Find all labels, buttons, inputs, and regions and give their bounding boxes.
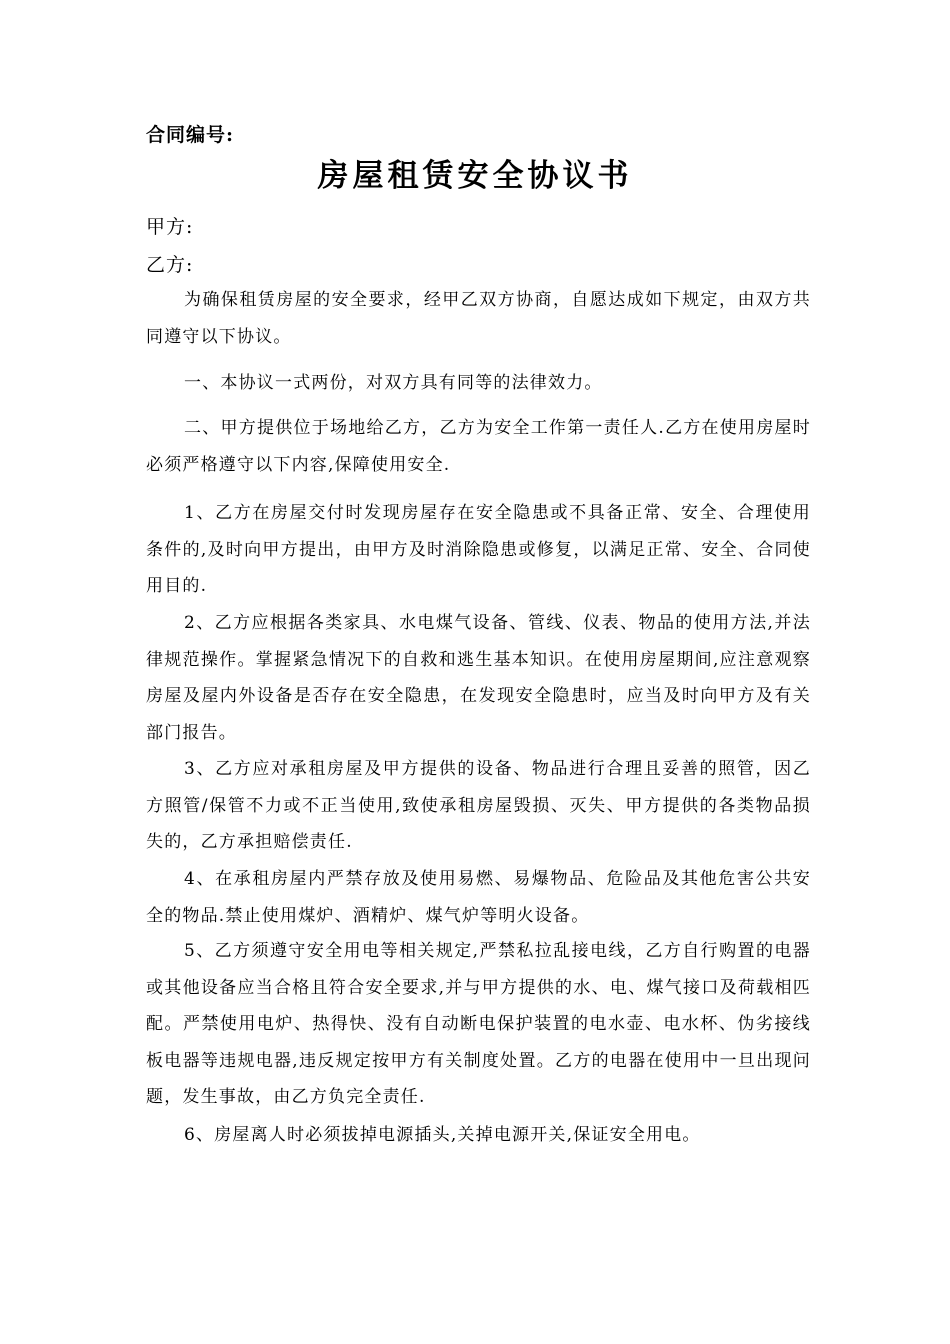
- item-5-paragraph: 5、乙方须遵守安全用电等相关规定,严禁私拉乱接电线，乙方自行购置的电器或其他设备应当合格且符合安全要求,并与甲方提供的水、电、煤气接口及荷载相匹配。严禁使用电炉、热得快、没有自动断电保护装置的电水壶、电水杯、伪劣接线板电器等违规电器,违反规定按甲方有关制度处置。乙方的电器在使用中一旦出现问题，发生事故，由乙方负完全责任.: [146, 941, 811, 1107]
- party-b-label: 乙方:: [146, 254, 194, 276]
- intro-paragraph: 为确保租赁房屋的安全要求，经甲乙双方协商，自愿达成如下规定，由双方共同遵守以下协议。: [146, 290, 811, 347]
- party-a-label: 甲方:: [146, 216, 194, 238]
- contract-number-label: 合同编号:: [146, 124, 235, 146]
- document-title: 房屋租赁安全协议书: [317, 158, 633, 194]
- clause-1-paragraph: 一、本协议一式两份，对双方具有同等的法律效力。: [184, 373, 603, 393]
- item-6-paragraph: 6、房屋离人时必须拔掉电源插头,关掉电源开关,保证安全用电。: [184, 1125, 701, 1145]
- item-4-paragraph: 4、在承租房屋内严禁存放及使用易燃、易爆物品、危险品及其他危害公共安全的物品.禁止使用煤炉、酒精炉、煤气炉等明火设备。: [146, 869, 811, 926]
- clause-2-paragraph: 二、甲方提供位于场地给乙方，乙方为安全工作第一责任人.乙方在使用房屋时必须严格遵守以下内容,保障使用安全.: [146, 418, 811, 475]
- item-3-paragraph: 3、乙方应对承租房屋及甲方提供的设备、物品进行合理且妥善的照管，因乙方照管/保管不力或不正当使用,致使承租房屋毁损、灭失、甲方提供的各类物品损失的，乙方承担赔偿责任.: [146, 759, 811, 852]
- item-1-paragraph: 1、乙方在房屋交付时发现房屋存在安全隐患或不具备正常、安全、合理使用条件的,及时向甲方提出，由甲方及时消除隐患或修复，以满足正常、安全、合同使用目的.: [146, 503, 811, 596]
- item-2-paragraph: 2、乙方应根据各类家具、水电煤气设备、管线、仪表、物品的使用方法,并法律规范操作。掌握紧急情况下的自救和逃生基本知识。在使用房屋期间,应注意观察房屋及屋内外设备是否存在安全隐患，在发现安全隐患时，应当及时向甲方及有关部门报告。: [146, 613, 811, 743]
